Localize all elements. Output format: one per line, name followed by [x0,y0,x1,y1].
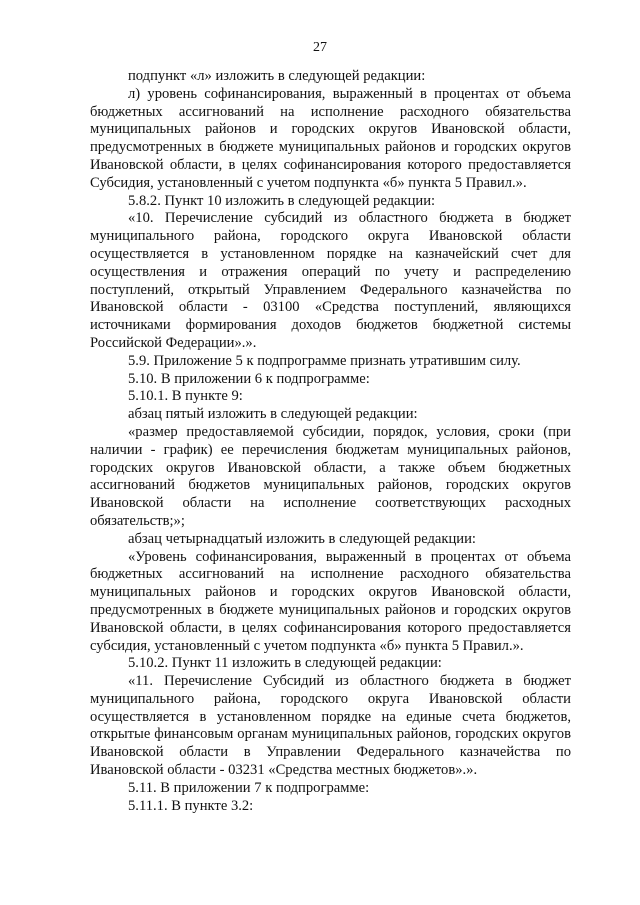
paragraph-13: «11. Перечисление Субсидий из областного бюджета в бюджет муниципального района, городского округа Ивановской области осуществляется в установленном порядке на единые счета бюджетов, открытые финансовым органам муниципальных районов, городских округов Ивановской области в Управлении Федерального казначейства по Ивановской области - 03231 «Средства местных бюджетов».». [90,673,571,779]
paragraph-2: л) уровень софинансирования, выраженный в процентах от объема бюджетных ассигнований на исполнение расходного обязательства муниципальных районов и городских округов Ивановской области, предусмотренных в бюджете муниципальных районов и городских округов Ивановской области, в целях софинансирования которого предоставляется Субсидия, установленный с учетом подпункта «б» пункта 5 Правил.». [90,85,571,191]
paragraph-12: 5.10.2. Пункт 11 изложить в следующей редакции: [128,655,442,672]
paragraph-8: абзац пятый изложить в следующей редакции: [128,406,418,423]
paragraph-10: абзац четырнадцатый изложить в следующей редакции: [128,530,476,547]
paragraph-14: 5.11. В приложении 7 к подпрограмме: [128,779,370,796]
page-number: 27 [313,40,327,55]
paragraph-9: «размер предоставляемой субсидии, порядок, условия, сроки (при наличии - график) ее перечисления бюджетам муниципальных районов, городских округов Ивановской области, а также объем бюджетных ассигнований бюджетов муниципальных районов, городских округов Ивановской области на исполнение соответствующих расходных обязательств;»; [90,423,571,529]
paragraph-3: 5.8.2. Пункт 10 изложить в следующей редакции: [128,192,436,209]
paragraph-1: подпункт «л» изложить в следующей редакции: [128,68,426,84]
paragraph-6: 5.10. В приложении 6 к подпрограмме: [128,370,370,387]
paragraph-4: «10. Перечисление субсидий из областного бюджета в бюджет муниципального района, городского округа Ивановской области осуществляется в установленном порядке на казначейский счет для осуществления и отражения операций по учету и распределению поступлений, открытый Управлением Федерального казначейства по Ивановской области - 03100 «Средства поступлений, являющихся источниками формирования доходов бюджетов бюджетной системы Российской Федерации».». [90,210,571,351]
paragraph-7: 5.10.1. В пункте 9: [128,388,243,405]
document-body [90,68,571,815]
paragraph-5: 5.9. Приложение 5 к подпрограмме признать утратившим силу. [128,352,521,369]
paragraph-15: 5.11.1. В пункте 3.2: [128,797,254,814]
paragraph-11: «Уровень софинансирования, выраженный в процентах от объема бюджетных ассигнований на исполнение расходного обязательства муниципальных районов и городских округов Ивановской области, предусмотренных в бюджете муниципальных районов и городских округов Ивановской области, в целях софинансирования которого предоставляется субсидия, установленный с учетом подпункта «б» пункта 5 Правил.». [90,548,571,654]
